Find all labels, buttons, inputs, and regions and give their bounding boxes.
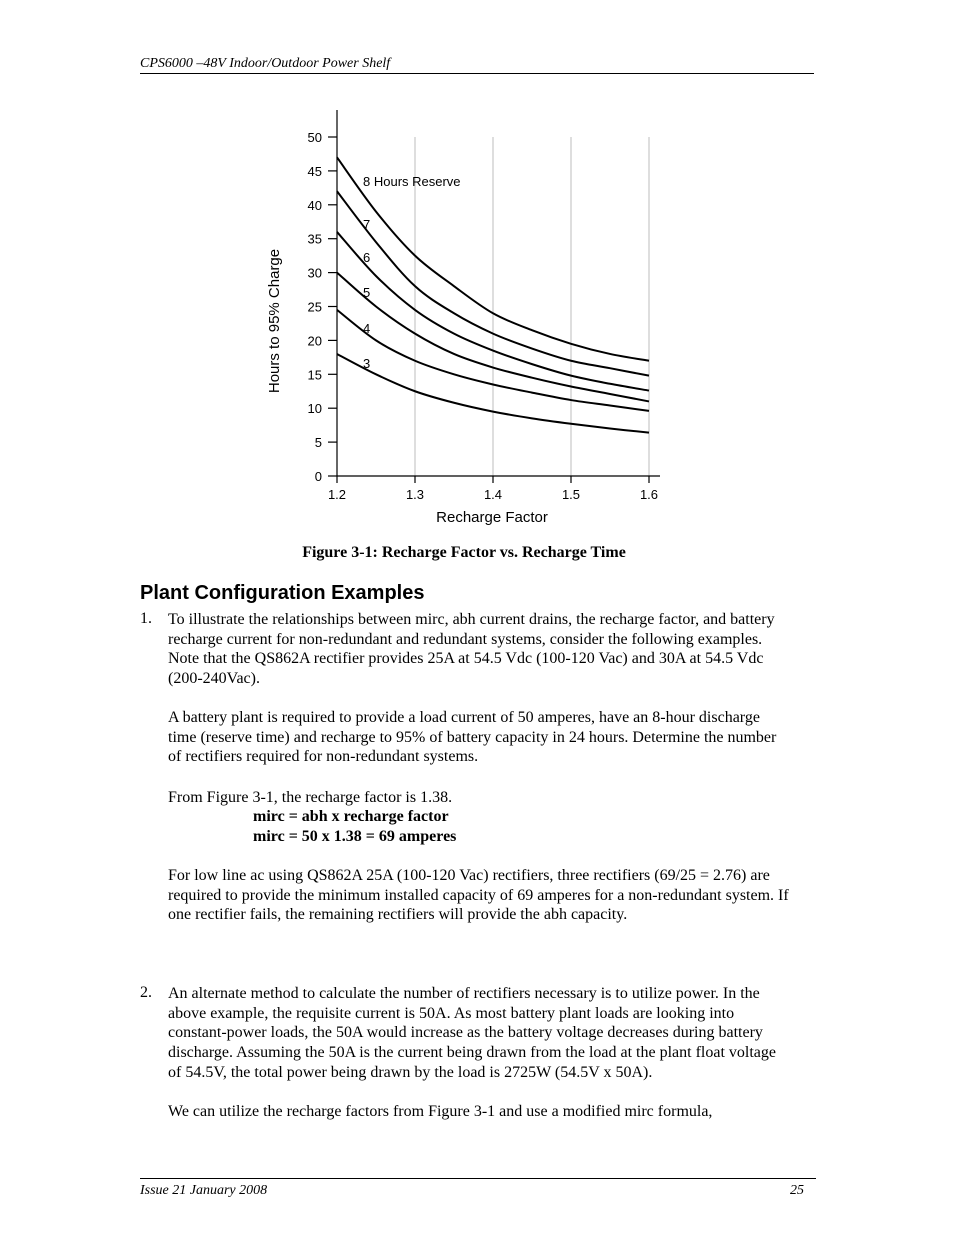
y-tick-label-25: 25: [307, 299, 322, 315]
series-label-1: 7: [363, 217, 371, 232]
item-number-2: 2.: [140, 984, 152, 1001]
item1-paragraph-2: A battery plant is required to provide a load current of 50 amperes, have an 8-hour discharge time (reserve time) and recharge to 95% of battery capacity in 24 hours. Determine the number of rectifiers required for non-redundant systems.: [168, 709, 777, 766]
x-tick-label-1.6: 1.6: [639, 487, 659, 502]
item1-paragraph-4: For low line ac using QS862A 25A (100-120 Vac) rectifiers, three rectifiers (69/25 = 2.76) are required to provide the minimum installed capacity of 69 amperes for a non-redundant system. If one rectifier fails, the remaining rectifiers will provide the abh capacity.: [168, 867, 789, 924]
y-tick-label-40: 40: [307, 197, 322, 213]
y-tick-label-20: 20: [307, 333, 322, 349]
y-axis-label: Hours to 95% Charge: [266, 248, 283, 394]
x-tick-label-1.4: 1.4: [483, 487, 503, 502]
chart-labels: [308, 130, 659, 502]
item1-paragraph-3: From Figure 3-1, the recharge factor is 1.38.: [168, 789, 453, 806]
section-title: Plant Configuration Examples: [140, 582, 425, 604]
chart-axes: [328, 110, 660, 483]
formula-1: mirc = abh x recharge factor: [253, 808, 449, 825]
page-header: CPS6000 –48V Indoor/Outdoor Power Shelf: [140, 56, 814, 74]
item2-paragraph-2: We can utilize the recharge factors from Figure 3-1 and use a modified mirc formula,: [168, 1103, 713, 1120]
x-tick-label-1.2: 1.2: [327, 487, 347, 502]
formula-2: mirc = 50 x 1.38 = 69 amperes: [253, 828, 457, 845]
x-tick-label-1.3: 1.3: [405, 487, 425, 502]
series-label-4: 4: [363, 321, 371, 336]
series-label-0: 8 Hours Reserve: [363, 174, 461, 189]
y-tick-label-35: 35: [307, 231, 322, 247]
recharge-chart: [0, 0, 954, 540]
item2-paragraph-1: An alternate method to calculate the number of rectifiers necessary is to utilize power. In the above example, the requisite current is 50A. As most battery plant loads are looking into constant-power loads, the 50A would increase as the battery voltage decreases during battery discharge. Assuming the 50A is the current being drawn from the load at the plant float voltage of 54.5V, the total power being drawn by the load is 2725W (54.5V x 50A).: [168, 985, 776, 1081]
footer-issue: Issue 21 January 2008: [140, 1183, 268, 1198]
item-number-1: 1.: [140, 610, 152, 627]
y-tick-label-15: 15: [307, 367, 322, 383]
series-label-3: 5: [363, 285, 371, 300]
item1-paragraph-1: To illustrate the relationships between mirc, abh current drains, the recharge factor, and battery recharge current for non-redundant and redundant systems, consider the following examples. Note that the QS862A rectifier provides 25A at 54.5 Vdc (100-120 Vac) and 30A at 54.5 Vdc (200-240Vac).: [168, 611, 775, 688]
y-tick-label-5: 5: [314, 435, 322, 451]
x-axis-label: Recharge Factor: [436, 509, 548, 526]
y-tick-label-45: 45: [307, 163, 322, 179]
series-label-2: 6: [363, 250, 371, 265]
footer-rule: [140, 1178, 816, 1179]
y-tick-label-50: 50: [307, 130, 322, 145]
y-tick-label-30: 30: [307, 265, 322, 281]
x-tick-label-1.5: 1.5: [561, 487, 581, 502]
y-tick-label-10: 10: [307, 401, 322, 417]
footer-page-number: 25: [790, 1183, 804, 1198]
figure-caption: Figure 3-1: Recharge Factor vs. Recharge Time: [302, 544, 626, 561]
series-label-5: 3: [363, 356, 371, 371]
y-tick-label-0: 0: [314, 469, 322, 484]
